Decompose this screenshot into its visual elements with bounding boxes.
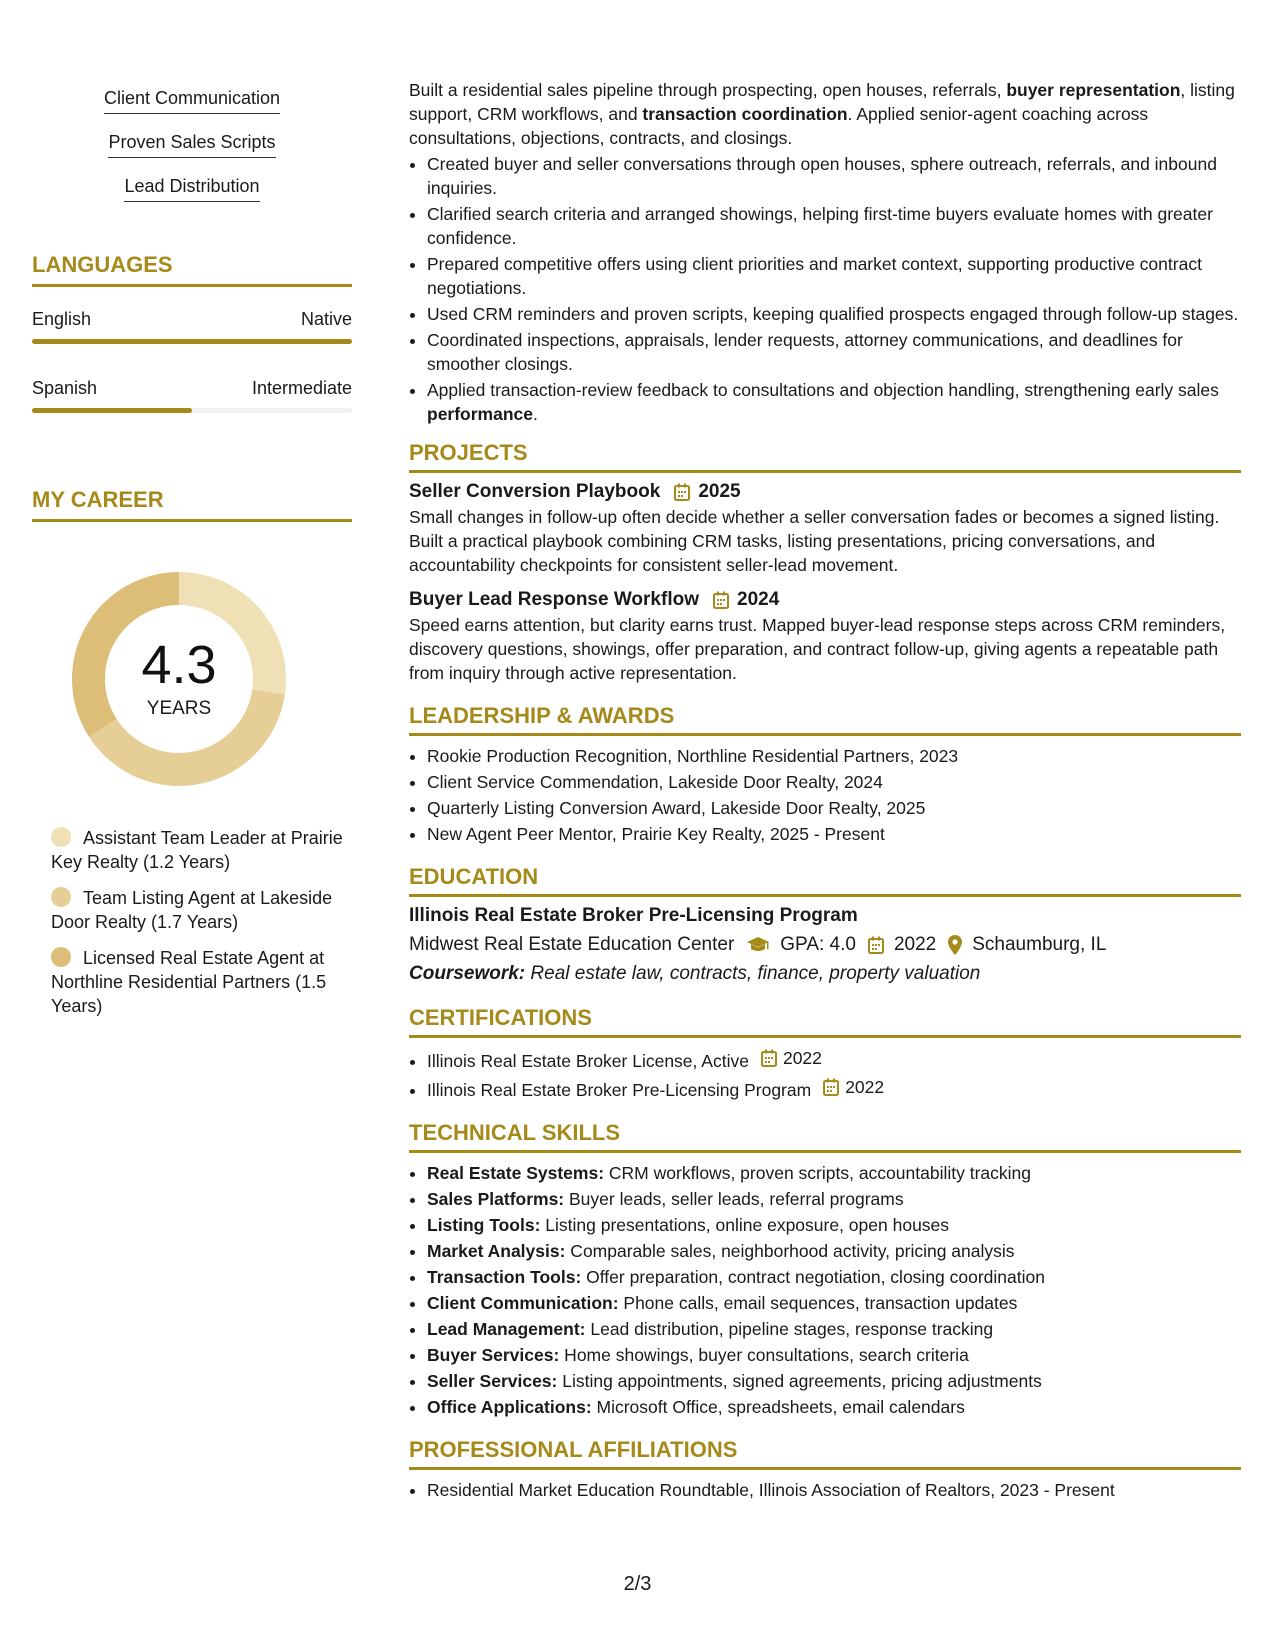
skill-label: Transaction Tools: (427, 1267, 582, 1287)
experience-bullet: • Created buyer and seller conversations through open houses, sphere outreach, referrals, and inbound inquiries. (427, 152, 1241, 200)
language-bar (32, 408, 352, 413)
page-number: 2/3 (623, 1573, 652, 1595)
skill-value: CRM workflows, proven scripts, accountability tracking (604, 1163, 1031, 1183)
skill-chip: Lead Distribution (124, 176, 259, 202)
certifications-heading: CERTIFICATIONS (409, 1005, 1241, 1038)
education-program: Illinois Real Estate Broker Pre-Licensing Program (409, 905, 858, 926)
education-gpa: GPA: 4.0 (780, 934, 856, 955)
skill-value: Home showings, buyer consultations, search criteria (559, 1345, 969, 1365)
language-bar (32, 339, 352, 344)
skill-item (427, 1187, 1241, 1211)
skill-value: Offer preparation, contract negotiation, closing coordination (581, 1267, 1045, 1287)
projects-heading: PROJECTS (409, 440, 1241, 473)
skill-label: Market Analysis: (427, 1241, 566, 1261)
certification-item (427, 1046, 1241, 1073)
coursework-label: Coursework: (409, 963, 526, 984)
language-name: Spanish (32, 378, 98, 398)
language-bar-fill (32, 408, 192, 413)
skill-label: Real Estate Systems: (427, 1163, 605, 1183)
intro-text: Built a residential sales pipeline through prospecting, open houses, referrals, (409, 80, 1007, 100)
affiliations-heading: PROFESSIONAL AFFILIATIONS (409, 1437, 1241, 1470)
career-donut-center (66, 566, 292, 792)
skill-item (427, 1291, 1241, 1315)
career-item-text: Team Listing Agent at Lakeside Door Realty (1.7 Years) (51, 888, 333, 932)
career-item-text: Licensed Real Estate Agent at Northline Residential Partners (1.5 Years) (51, 948, 327, 1016)
certification-name: Illinois Real Estate Broker Pre-Licensing Program (427, 1080, 812, 1100)
skill-item (427, 1395, 1241, 1419)
skill-value: Phone calls, email sequences, transaction updates (618, 1293, 1018, 1313)
bullet-text: Applied transaction-review feedback to consultations and objection handling, strengthening early sales (427, 380, 1219, 400)
graduation-cap-icon (746, 936, 770, 954)
career-donut (66, 566, 292, 792)
award-item: • Rookie Production Recognition, Northline Residential Partners, 2023 (427, 744, 1241, 768)
affiliation-item: • Residential Market Education Roundtable, Illinois Association of Realtors, 2023 - Present (427, 1478, 1241, 1502)
intro-bold: buyer representation (1006, 80, 1181, 100)
language-spanish (32, 378, 352, 413)
skill-value: Listing appointments, signed agreements, pricing adjustments (557, 1371, 1042, 1391)
skill-item (427, 1161, 1241, 1185)
career-dot (51, 827, 71, 847)
skill-chip: Client Communication (104, 88, 280, 114)
skill-item (427, 1317, 1241, 1341)
coursework-text: Real estate law, contracts, finance, property valuation (525, 963, 981, 984)
language-bar-fill (32, 339, 352, 344)
skill-label: Sales Platforms: (427, 1189, 565, 1209)
affiliations-list (409, 1478, 1241, 1502)
project-title-row (409, 481, 1241, 503)
awards-list (409, 744, 1241, 846)
education-school: Midwest Real Estate Education Center (409, 934, 735, 955)
certification-year: 2022 (782, 1048, 822, 1068)
award-item: • Quarterly Listing Conversion Award, Lakeside Door Realty, 2025 (427, 796, 1241, 820)
education-heading: EDUCATION (409, 864, 1241, 897)
education-location: Schaumburg, IL (972, 934, 1107, 955)
skill-label: Office Applications: (427, 1397, 592, 1417)
bullet-bold: performance (427, 404, 534, 424)
experience-bullets (409, 152, 1241, 426)
location-pin-icon (948, 935, 962, 955)
language-name: English (32, 309, 92, 329)
intro-text: . Applied senior-agent coaching across consultations, objections, contracts, and closings. (409, 104, 1149, 148)
calendar-icon (761, 1049, 777, 1067)
project-year: 2025 (698, 481, 741, 502)
calendar-icon (868, 936, 884, 954)
project-description: Speed earns attention, but clarity earns trust. Mapped buyer-lead response steps across CRM reminders, discovery questions, showings, offer preparation, and contract follow-up, giving agents a repeatable path from inquiry through active representation. (409, 615, 1226, 683)
skill-item (427, 1213, 1241, 1237)
certification-name: Illinois Real Estate Broker License, Active (427, 1051, 749, 1071)
sidebar (32, 82, 352, 1030)
calendar-icon (823, 1078, 839, 1096)
intro-bold: transaction coordination (642, 104, 848, 124)
skills-list (409, 1161, 1241, 1419)
experience-bullet: • Clarified search criteria and arranged showings, helping first-time buyers evaluate homes with greater confidence. (427, 202, 1241, 250)
skill-label: Seller Services: (427, 1371, 558, 1391)
skill-value: Listing presentations, online exposure, open houses (540, 1215, 950, 1235)
education-coursework (409, 963, 1241, 985)
certifications-list (409, 1046, 1241, 1102)
skill-item (427, 1265, 1241, 1289)
calendar-icon (674, 483, 690, 501)
career-heading: MY CAREER (32, 487, 352, 522)
skill-item (427, 1369, 1241, 1393)
award-item: • Client Service Commendation, Lakeside Door Realty, 2024 (427, 770, 1241, 794)
career-item-text: Assistant Team Leader at Prairie Key Realty (1.2 Years) (51, 828, 343, 872)
skill-value: Buyer leads, seller leads, referral programs (564, 1189, 904, 1209)
experience-bullet: • Used CRM reminders and proven scripts, keeping qualified prospects engaged through follow-up stages. (427, 302, 1241, 326)
skill-label: Listing Tools: (427, 1215, 541, 1235)
certification-year: 2022 (845, 1077, 885, 1097)
project-year: 2024 (737, 589, 780, 610)
project-description: Small changes in follow-up often decide whether a seller conversation fades or becomes a signed listing. Built a practical playbook combining CRM tasks, listing presentations, pricing conversations, and accountability checkpoints for consistent seller-lead movement. (409, 507, 1220, 575)
language-english (32, 309, 352, 344)
calendar-icon (713, 591, 729, 609)
career-item (51, 886, 352, 934)
career-list (32, 826, 352, 1018)
project-title: Buyer Lead Response Workflow (409, 589, 699, 610)
skill-chip: Proven Sales Scripts (108, 132, 275, 158)
skill-label: Lead Management: (427, 1319, 586, 1339)
skill-value: Lead distribution, pipeline stages, response tracking (585, 1319, 994, 1339)
experience-bullet: • Prepared competitive offers using client priorities and market context, supporting productive contract negotiations. (427, 252, 1241, 300)
language-level: Native (300, 309, 352, 329)
project-title-row (409, 589, 1241, 611)
career-item (51, 946, 352, 1018)
experience-bullet: • Coordinated inspections, appraisals, lender requests, attorney communications, and deadlines for smoother closings. (427, 328, 1241, 376)
career-years-label: YEARS (146, 698, 212, 719)
experience-bullet (427, 378, 1241, 426)
main-column (409, 78, 1241, 1504)
languages-heading: LANGUAGES (32, 252, 352, 287)
career-item (51, 826, 352, 874)
skill-label: Buyer Services: (427, 1345, 560, 1365)
education-details (409, 931, 1241, 959)
project-title: Seller Conversion Playbook (409, 481, 661, 502)
career-dot (51, 887, 71, 907)
career-total-years: 4.3 (141, 635, 217, 695)
skills-heading: TECHNICAL SKILLS (409, 1120, 1241, 1153)
certification-item (427, 1075, 1241, 1102)
experience-intro (409, 78, 1241, 150)
language-level: Intermediate (251, 378, 352, 398)
skill-value: Comparable sales, neighborhood activity, pricing analysis (565, 1241, 1015, 1261)
awards-heading: LEADERSHIP & AWARDS (409, 703, 1241, 736)
skill-item (427, 1239, 1241, 1263)
skill-chips (32, 82, 352, 214)
education-year: 2022 (893, 934, 937, 955)
skill-value: Microsoft Office, spreadsheets, email calendars (591, 1397, 965, 1417)
career-dot (51, 947, 71, 967)
skill-label: Client Communication: (427, 1293, 619, 1313)
intro-text: , listing support, CRM workflows, and (409, 80, 1235, 124)
award-item: • New Agent Peer Mentor, Prairie Key Realty, 2025 - Present (427, 822, 1241, 846)
bullet-text: . (533, 404, 538, 424)
skill-item (427, 1343, 1241, 1367)
